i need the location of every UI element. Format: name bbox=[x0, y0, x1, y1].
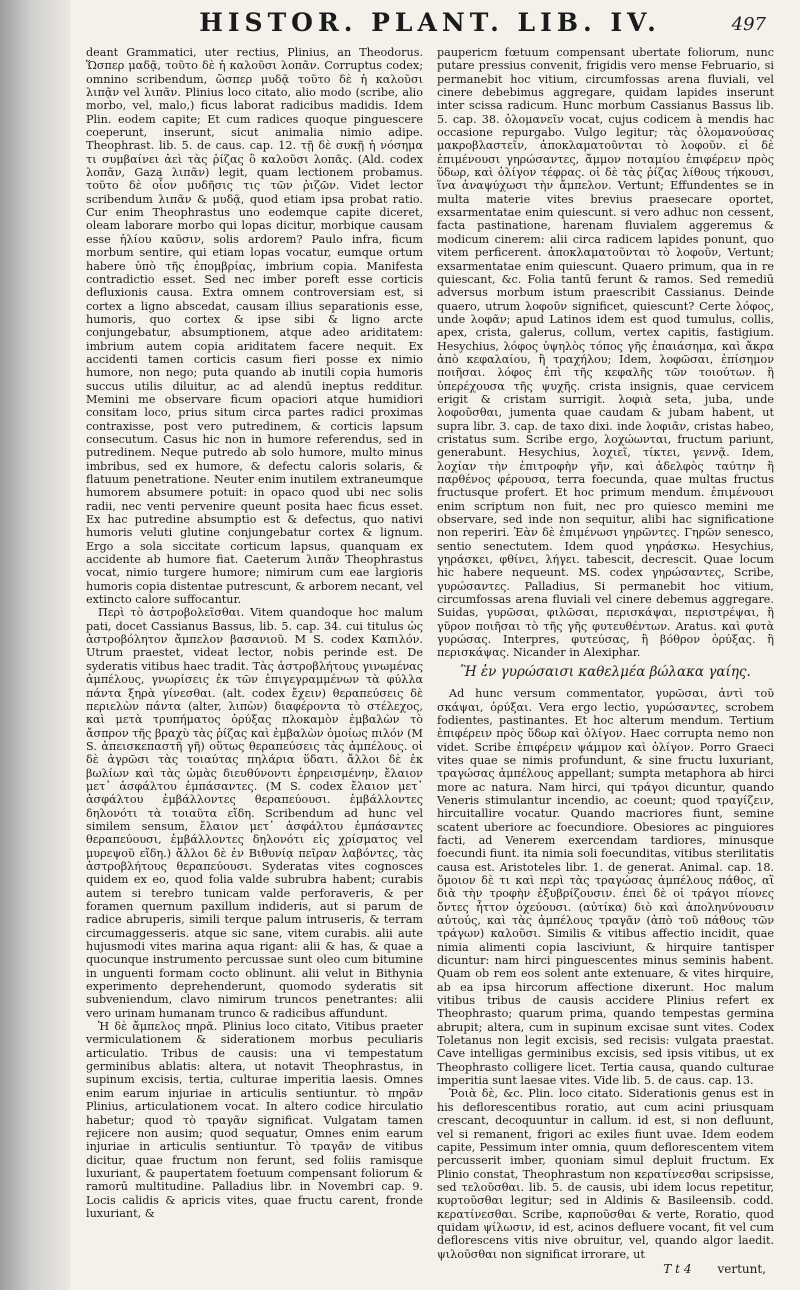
right-column bbox=[437, 46, 774, 1276]
right-paragraph-1: paupericm fœtuum compensant ubertate foliorum, nunc putare pressius convenit, frigidis vero mense Februario, si permanebit hoc vitium, circumfossas arena fluviali, vel cinere debebimus aggregare, quidam lapides inserunt inter scissa radicum. Hunc morbum Cassianus Bassus lib. 5. cap. 38. ὀλομανεῖν vocat, cujus codicem à mendis hac occasione repurgabo. Vulgo legitur; τὰς ὀλομανούσας μακροβλαστεῖν, ἀποκλαματοῦνται τὸ λοφοῦν. εἰ δὲ ἐπιμένουσι γηρώσαντες, ἄμμον ποταμίου ἐπιφέρειν πρὸς ὕδωρ, καὶ ὀλίγον τέφρας. οἱ δὲ τὰς ῥίζας λίθους τήκουσι, ἵνα ἀναψύχωσι τὴν ἄμπελον. Vertunt; Effundentes se in multa materie vites brevius praesecare oportet, exsarmentatae enim quiescunt. si vero adhuc non cessent, facta pastinatione, harenam fluvialem aggeremus & modicum cinerem: alii circa radicem lapides ponunt, quo vitem perficerent. ἀποκλαματοῦνται τὸ λοφοῦν, Vertunt; exsarmentatae enim quiescunt. Quaero primum, qua in re quiescant, &c. Folia tantū ferunt & ramos. Sed remediū adversus morbum istum praescribit Cassianus. Deinde quaero, utrum λοφοῦν significet, quiescunt? Certe λόφος, unde λοφᾶν; apud Latinos idem est quod tumulus, collis, apex, crista, galerus, collum, vertex capitis, fastigium. Hesychius, λόφος ὑψηλὸς τόπος γῆς ἐπαιάσημα, καὶ ἄκρα ἀπὸ κεφαλαίου, ἢ τραχήλου; Idem, λοφῶσαι, ἐπίσημον ποιῆσαι. λόφος ἐπὶ τῆς κεφαλῆς τῶν τοιούτων. ἢ ὑπερέχουσα τῆς ψυχῆς. crista insignis, quae cervicem erigit & cristam surrigit. λοφιὰ seta, juba, unde λοφοῦσθαι, jumenta quae caudam & jubam habent, ut supra libr. 3. cap. de taxo dixi. inde λοφιᾶν, cristas habeo, cristatus sum. Scribe ergo, λοχώωνται, fructum pariunt, generabunt. Hesychius, λοχιεῖ, τίκτει, γεννᾷ. Idem, λοχίαν τὴν ἐπιτροφὴν γῆν, καὶ ἀδελφὸς ταύτην ἢ παρθένος φέρουσα, terra foecunda, quae multas fructus fructusque profert. Et hoc primum mendum. ἐπιμένουσι enim scriptum non fuit, nec pro quiesco memini me observare, sed inde non sequitur, alibi hac significatione non reperiri. Ἐὰν δὲ ἐπιμένωσι γηρῶντες. Γηρῶν senesco, sentio senectutem. Idem quod γηράσκω. Hesychius, γηράσκει, φθίνει, λήγει. tabescit, decrescit. Quae locum hic habere nequeunt. MS. codex γηρώσαντες, Scribe, γυρώσαντες. Palladius, Si permanebit hoc vitium, circumfossas arena fluviali vel cinere debemus aggregare. Suidas, γυρῶσαι, φιλῶσαι, περισκάψαι, περιστρέψαι, ἢ γῦρον ποιῆσαι τὸ τῆς γῆς φυτευθέντων. Aratus. καὶ φυτὰ γυρώσας. Interpres, φυτεύσας, ἢ βόθρον ὀρύξας. ἢ περισκάψας. Nicander in Alexiphar. bbox=[437, 46, 774, 660]
right-paragraph-2: Ad hunc versum commentator, γυρῶσαι, ἀντὶ τοῦ σκάψαι, ὀρύξαι. Vera ergo lectio, γυρώσαντες, scrobem fodientes, pastinantes. Et hoc alterum mendum. Tertium ἐπιφέρειν πρὸς ὕδωρ καὶ ὀλίγον. Haec corrupta nemo non videt. Scribe ἐπιφέρειν ψάμμον καὶ ὀλίγον. Porro Graeci vites quae se nimis profundunt, & sine fructu luxuriant, τραγώσας ἀμπέλους appellant; sumpta metaphora ab hirci more ac natura. Nam hirci, qui τράγοι dicuntur, quando Veneris stimulantur incendio, ac coeunt; quod τραγίζειν, hircuitallire vocatur. Quando macriores fiunt, semine scatent uberiore ac foecundiore. Obesiores ac pinguiores facti, ad Venerem exercendam tardiores, minusque foecundi fiunt. ita nimia soli foecunditas, vitibus sterilitatis causa est. Aristoteles libr. 1. de generat. Animal. cap. 18. ὅμοιον δὲ τι καὶ περὶ τὰς τραγώσας ἀμπέλους πάθος, αἳ διὰ τὴν τροφὴν ἐξυβρίζουσιν. ἐπεὶ δὲ οἱ τράγοι πίονες ὄντες ἧττον ὀχεύουσι. (αὐτίκα) διὸ καὶ ἀποληνύνουσιν αὐτούς, καὶ τὰς ἀμπέλους τραγᾶν (ἀπὸ τοῦ πάθους τῶν τράγων) καλοῦσι. Similis & vitibus affectio incidit, quae nimia alimenti copia lasciviunt, & hirquire tantisper dicuntur: nam hirci pinguescentes minus seminis habent. Quam ob rem eos solent ante extenuare, & vites hirquire, ab ea ipsa hircorum affectione dixerunt. Hoc malum vitibus tribus de causis accidere Plinius refert ex Theophrasto; quarum prima, quando tempestas germina abrupit; altera, cum in supinum excisae sunt vites. Codex Toletanus non legit excisis, sed recisis: vulgata praestat. Cave intelligas germinibus excisis, sed ipsis vitibus, ut ex Theophrasto colligere licet. Tertia causa, quando culturae imperitia sunt laesae vites. Vide lib. 5. de caus. cap. 13. bbox=[437, 687, 774, 1088]
left-paragraph-1: deant Grammatici, uter rectius, Plinius, an Theodorus. Ὥσπερ μαδᾷ, τοῦτο δὲ ἡ καλοῦσι λοπᾶν. Corruptus codex; omnino scribendum, ὥσπερ μυδᾷ τοῦτο δὲ ἡ καλοῦσι λιπᾷν vel λιπᾶν. Plinius loco citato, alio modo (scribe, alio morbo, vel, malo,) ficus laborat radicibus madidis. Idem Plin. eodem capite; Et cum radices quoque pinguescere coeperunt, inserunt, sicut animalia nimio adipe. Theophrast. lib. 5. de caus. cap. 12. τῇ δὲ συκῇ ἡ νόσημα τι συμβαίνει ἀεὶ τὰς ῥίζας ὃ καλοῦσι λοπᾶς. (Ald. codex λοπᾶν, Gaza λιπᾶν) legit, quam lectionem probamus. τοῦτο δὲ οἷον μυδῆσις τις τῶν ῥιζῶν. Videt lector scribendum λιπᾶν & μυδᾷ, quod etiam ipsa probat ratio. Cur enim Theophrastus uno eodemque capite diceret, oleam laborare morbo qui lopas dicitur, morbique causam esse ἡλίου καῦσιν, solis ardorem? Paulo infra, ficum morbum sentire, qui etiam lopas vocatur, eumque ortum habere ὑπὸ τῆς ἐπομβρίας, imbrium copia. Manifesta contradictio esset. Sed nec imber poreft esse corticis defluxionis causa. Extra omnem controversiam est, si cortex a ligno abscedat, causam illius separationis esse, humoris, quo cortex & ipse sibi & ligno arcte conjungebatur, absumptionem, atque adeo ariditatem: imbrium autem copia ariditatem facere nequit. Ex accidenti tamen corticis casum fieri posse ex nimio humore, non nego; puta quando ab inutili copia humoris succus utilis diluitur, ac ad alendū ineptus redditur. Memini me observare ficum opaciori atque humidiori consitam loco, prius situm circa partes radici proximas contraxisse, post vero putredinem, & corticis lapsum consecutum. Casus hic non in humore referendus, sed in putredinem. Neque putredo ab solo humore, multo minus imbribus, sed ex humore, & defectu caloris solaris, & flatuum penetratione. Neuter enim inutilem extraneumque humorem absumere potuit: in opaco quod ubi nec solis radii, nec venti pervenire queunt posita haec ficus esset. Ex hac putredine absumptio est & defectus, quo nativi humoris veluti glutine conjungebatur cortex & lignum. Ergo a sola siccitate corticum lapsus, quanquam ex accidente ab humore fiat. Caeterum λιπᾶν Theophrastus vocat, nimio turgere humore; nimirum cum eae largioris humoris copia distentae putrescunt, & arborem necant, vel extincto calore suffocantur. bbox=[86, 46, 423, 607]
book-gutter-shadow bbox=[0, 0, 70, 1290]
page-footer bbox=[437, 1263, 774, 1276]
catchword: vertunt, bbox=[717, 1261, 766, 1276]
page-number: 497 bbox=[731, 14, 766, 35]
signature-mark: T t 4 bbox=[663, 1261, 692, 1276]
left-paragraph-3: Ἡ δὲ ἄμπελος πηρᾶ. Plinius loco citato, Vitibus praeter vermiculationem & siderationem morbus peculiaris articulatio. Tribus de causis: una vi tempestatum germinibus ablatis: altera, ut notavit Theophrastus, in supinum excisis, tertia, culturae imperitia laesis. Omnes enim earum injuriae in articulis sentiuntur. τὸ πηρᾶν Plinius, articulationem vocat. In altero codice hirculatio habetur; quod τὸ τραγᾶν significat. Vulgatam tamen rejicere non ausim; quod sequatur, Omnes enim earum injuriae in articulis sentiuntur. Τὸ τραγᾶν de vitibus dicitur, quae fructum non ferunt, sed foliis ramisque luxuriant, & paupertatem foetuum compensant foliorum & ramorū multitudine. Palladius libr. in Novembri cap. 9. Locis calidis & apricis vites, quae fructu carent, fronde luxuriant, & bbox=[86, 1020, 423, 1220]
left-paragraph-2: Περὶ τὸ ἀστροβολεῖσθαι. Vitem quandoque hoc malum pati, docet Cassianus Bassus, lib. 5. cap. 34. cui titulus ὡς ἀστροβόλητον ἄμπελον βασανιοῦ. M S. codex Καπιλόν. Utrum praestet, videat lector, nobis perinde est. De syderatis vitibus haec tradit. Τὰς ἀστροβλήτους γινωμένας ἀμπέλους, γνωρίσεις ἐκ τῶν ἐπιγεγραμμένων τὰ φύλλα πάντα ξηρὰ γίνεσθαι. (alt. codex ἔχειν) θεραπεύσεις δὲ περιελὼν πάντα (alter, λιπὼν) διαφέροντα τὸ στέλεχος, καὶ μετὰ τρυπήματος ὀρύξας πλοκαμὸν ἐμβαλὼν τὸ ἄσπρον τῆς βραχὺ τὰς ῥίζας καὶ ἐμβαλὼν ὁμοίως πιλόν (M S. ἀπεισκεπαστῆ γῆ) οὕτως θεραπεύσεις τὰς ἀμπέλους. οἱ δὲ ἀγρῶσι τὰς τοιαύτας πηλάρια ὕδατι. ἄλλοι δὲ ἐκ βωλίων καὶ τὰς ὠμὰς διευθύνοντι ἐρηρεισμένην, ἔλαιον μετ᾽ ἀσφάλτου ἐμπάσαντες. (M S. codex ἔλαιον μετ᾽ ἀσφάλτου ἐμβάλλοντες θεραπεύουσι. ἐμβάλλοντες δηλονότι τὰ τοιαῦτα εἴδη. Scribendum ad hunc vel similem sensum, ἔλαιον μετ᾽ ἀσφάλτου ἐμπάσαντες θεραπεύουσι, ἐμβάλλοντες δηλονότι εἰς χρίσματος vel μυρεψοῦ εἴδη.) ἄλλοι δὲ ἐν Βιθυνίᾳ πεῖραν λαβόντες, τὰς ἀστροβλήτους θεραπεύουσι. Syderatas vites cognosces quidem ex eo, quod folia valde subrubra habent; curabis autem si terebro tunicam valde perforaveris, & per foramen quernum paxillum indideris, aut si parum de radice abruperis, simili terque palum intruseris, & terram circumaggesseris. atque sic sane, vitem curabis. alii aute hujusmodi vites marina aqua rigant: alii & has, & quae a quocunque instrumento percussae sunt oleo cum bitumine in unguenti formam cocto oblinunt. alii velut in Bithynia experimento deprehenderunt, quomodo syderatis sit subveniendum, clavo nimirum truncos penetrantes: alii vero urinam humanam trunco & radicibus affundunt. bbox=[86, 606, 423, 1020]
verse-quotation: Ἢ ἐν γυρώσαισι καθελμέα βώλακα γαίης. bbox=[460, 663, 751, 680]
text-columns bbox=[86, 46, 774, 1276]
left-column bbox=[86, 46, 423, 1276]
running-title: HISTOR. PLANT. LIB. IV. bbox=[199, 8, 661, 37]
running-head bbox=[86, 8, 774, 44]
right-paragraph-3: Ῥοιὰ δὲ, &c. Plin. loco citato. Siderationis genus est in his deflorescentibus roratio, aut cum acini priusquam crescant, decoquuntur in callum. id est, si non defluunt, vel si remanent, frigori ac exiles fiunt uvae. Idem eodem capite, Pessimum inter omnia, quum deflorescentem vitem percusserit imber, quoniam simul depluit fructum. Ex Plinio constat, Theophrastum non κερατίνεσθαι scripsisse, sed τελοῦσθαι. lib. 5. de causis, ubi idem locus repetitur, κυρτοῦσθαι legitur; sed in Aldinis & Basileensib. codd. κερατίνεσθαι. Scribe, καρποῦσθαι & verte, Roratio, quod quidam ψίλωσιν, id est, acinos defluere vocant, fit vel cum deflorescens vitis nive obruitur, vel, quando algor laedit. ψιλοῦσθαι non significat irrorare, ut bbox=[437, 1087, 774, 1261]
